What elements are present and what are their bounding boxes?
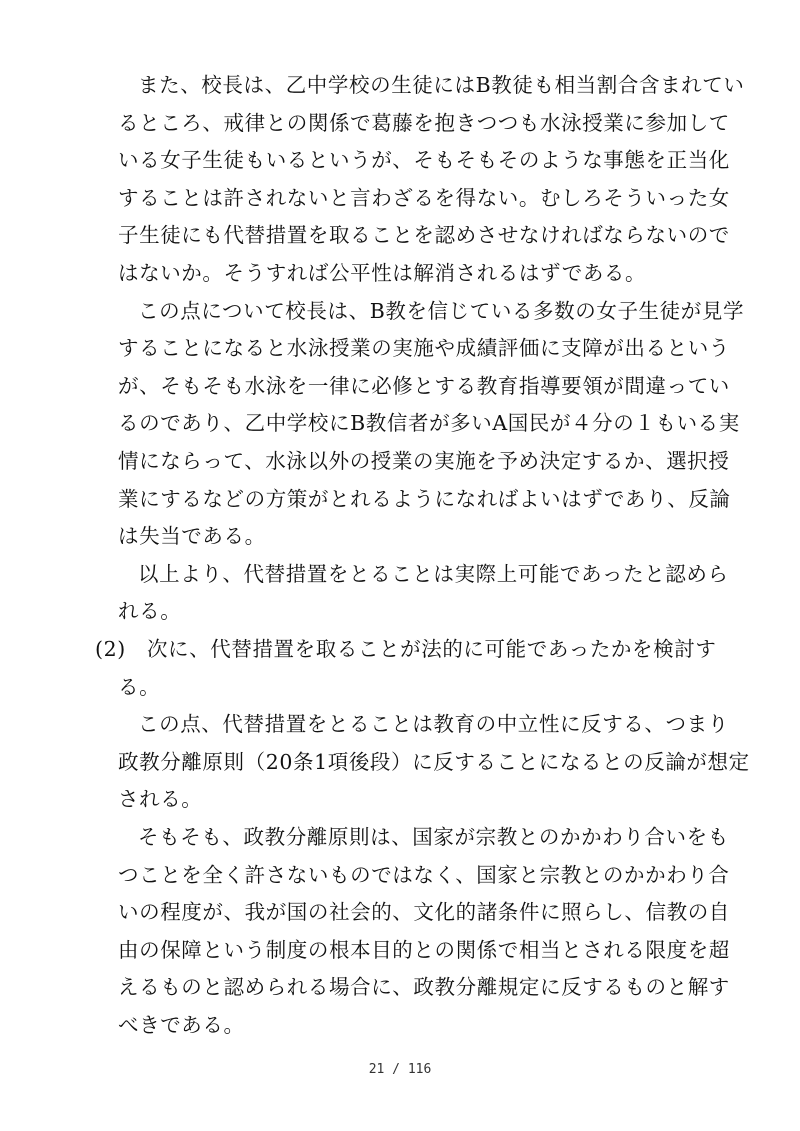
text-line: することになると水泳授業の実施や成績評価に支障が出るという bbox=[118, 336, 730, 360]
text-line: えるものと認められる場合に、政教分離規定に反するものと解す bbox=[118, 975, 730, 999]
text-line: が、そもそも水泳を一律に必修とする教育指導要領が間違ってい bbox=[118, 374, 730, 398]
text-line: いる女子生徒もいるというが、そもそもそのような事態を正当化 bbox=[118, 148, 730, 172]
text-line: 業にするなどの方策がとれるようになればよいはずであり、反論 bbox=[118, 487, 731, 511]
text-line: また、校長は、乙中学校の生徒にはB教徒も相当割合含まれてい bbox=[138, 73, 745, 97]
section-heading-line: (2) 次に、代替措置を取ることが法的に可能であったかを検討す bbox=[95, 637, 717, 661]
text-line: 由の保障という制度の根本目的との関係で相当とされる限度を超 bbox=[118, 938, 730, 962]
text-line: 子生徒にも代替措置を取ることを認めさせなければならないので bbox=[118, 223, 730, 247]
text-line: るのであり、乙中学校にB教信者が多いA国民が４分の１もいる実 bbox=[118, 411, 740, 435]
text-line: この点、代替措置をとることは教育の中立性に反する、つまり bbox=[138, 712, 729, 736]
text-line: そもそも、政教分離原則は、国家が宗教とのかかわり合いをも bbox=[138, 825, 729, 849]
text-line: はないか。そうすれば公平性は解消されるはずである。 bbox=[118, 261, 647, 285]
text-line: る。 bbox=[118, 675, 161, 699]
text-line: 情にならって、水泳以外の授業の実施を予め決定するか、選択授 bbox=[118, 449, 730, 473]
text-line: れる。 bbox=[118, 599, 182, 623]
text-line: 政教分離原則（20条1項後段）に反することになるとの反論が想定 bbox=[118, 750, 750, 774]
text-line: することは許されないと言わざるを得ない。むしろそういった女 bbox=[118, 186, 730, 210]
page-number: 21 / 116 bbox=[368, 1062, 432, 1077]
text-line: 以上より、代替措置をとることは実際上可能であったと認めら bbox=[138, 562, 729, 586]
text-line: るところ、戒律との関係で葛藤を抱きつつも水泳授業に参加して bbox=[118, 111, 730, 135]
text-line: される。 bbox=[118, 787, 203, 811]
text-line: つことを全く許さないものではなく、国家と宗教とのかかわり合 bbox=[118, 863, 730, 887]
text-line: は失当である。 bbox=[118, 524, 266, 548]
text-line: いの程度が、我が国の社会的、文化的諸条件に照らし、信教の自 bbox=[118, 900, 730, 924]
text-line: べきである。 bbox=[118, 1013, 245, 1037]
text-line: この点について校長は、B教を信じている多数の女子生徒が見学 bbox=[138, 299, 745, 323]
